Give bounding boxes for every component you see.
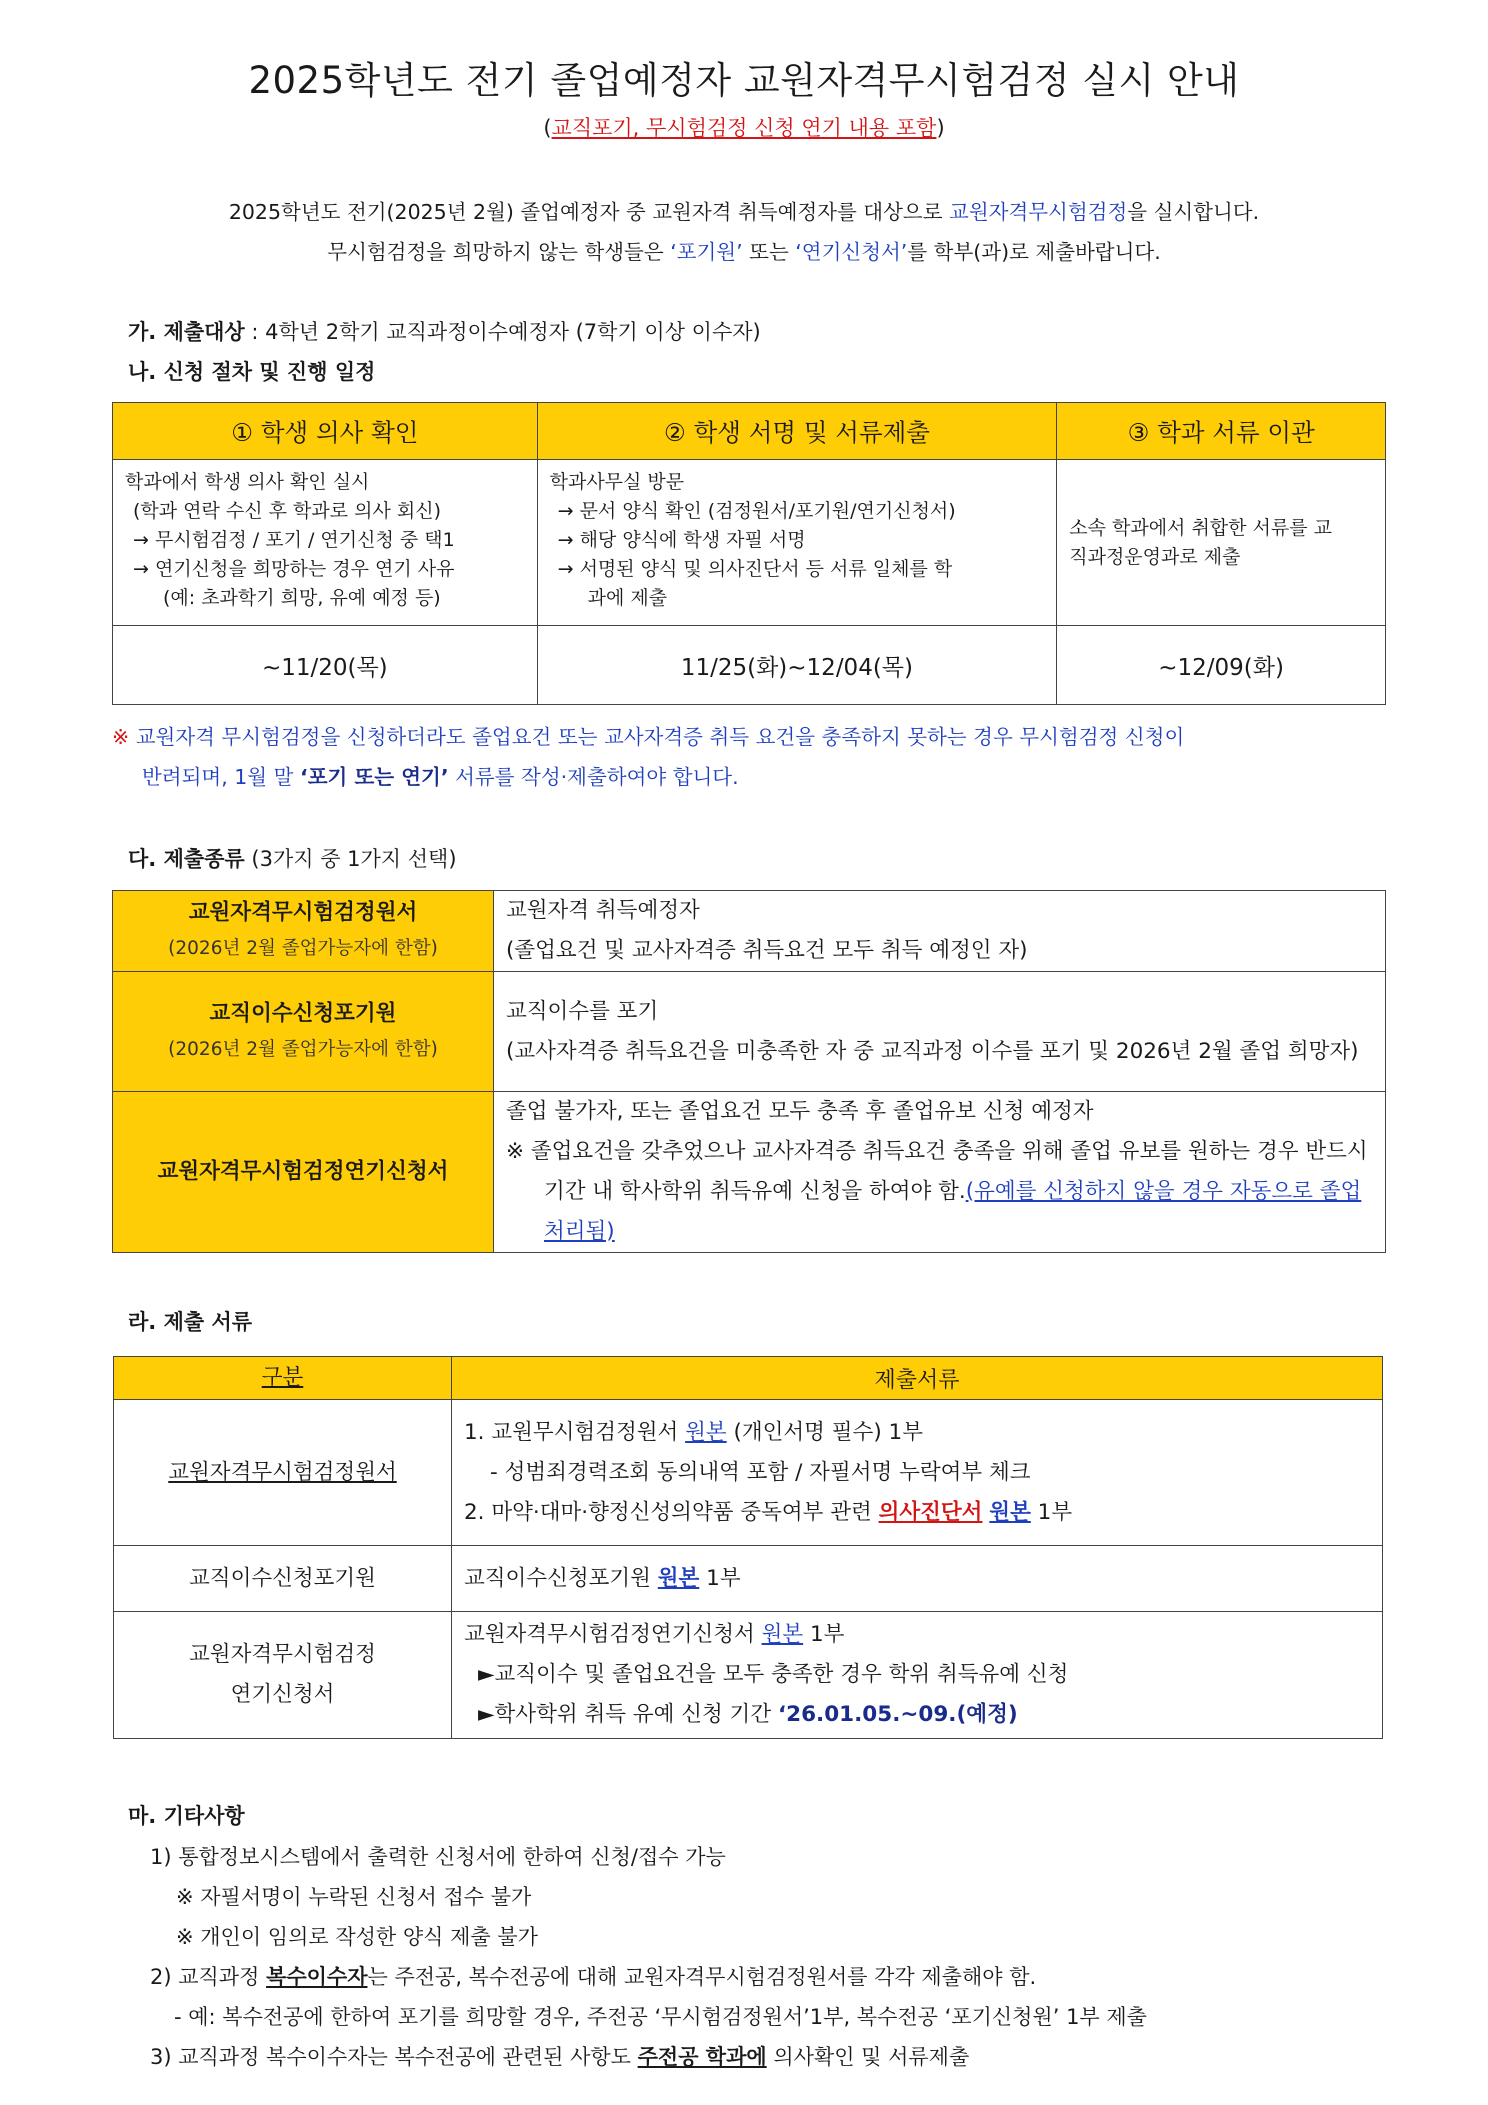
section-text: (3가지 중 1가지 선택) — [244, 847, 457, 871]
step-1-header: ① 학생 의사 확인 — [113, 403, 538, 460]
type-desc-line: (교사자격증 취득요건을 미충족한 자 중 교직과정 이수를 포기 및 2026년 2월 졸업 희망자) — [506, 1038, 1359, 1064]
intro-highlight: ‘연기신청서’ — [795, 240, 908, 264]
procedure-table — [112, 402, 1386, 705]
step-2-header: ② 학생 서명 및 서류제출 — [537, 403, 1057, 460]
etc-item-2-example: - 예: 복수전공에 한하여 포기를 희망할 경우, 주전공 ‘무시험검정원서’1부, 복수전공 ‘포기신청원’ 1부 제출 — [174, 2005, 1147, 2029]
type-name: 교원자격무시험검정연기신청서 — [157, 1159, 449, 1184]
type-2-name-cell — [113, 972, 494, 1092]
section-documents: 라. 제출 서류 — [128, 1310, 253, 1334]
docs-line — [464, 1413, 1370, 1453]
step-line: 소속 학과에서 취합한 서류를 교 — [1069, 516, 1332, 539]
section-text: : 4학년 2학기 교직과정이수예정자 (7학기 이상 이수자) — [244, 320, 761, 344]
docs-row-2-name-cell — [114, 1546, 452, 1612]
docs-line — [464, 1493, 1370, 1533]
warning-notice — [112, 717, 1392, 797]
type-name: 교원자격무시험검정원서 — [188, 900, 418, 925]
step-line: 과에 제출 — [587, 587, 668, 609]
intro-text: 무시험검정을 희망하지 않는 학생들은 — [327, 240, 671, 264]
docs-row-name: 교원자격무시험검정 — [189, 1642, 376, 1667]
step-2-body — [537, 460, 1057, 626]
step-line: 학과사무실 방문 — [549, 471, 685, 493]
docs-text: (개인서명 필수) 1부 — [726, 1419, 923, 1445]
docs-line: ►교직이수 및 졸업요건을 모두 충족한 경우 학위 취득유예 신청 — [478, 1662, 1069, 1687]
type-name: 교직이수신청포기원 — [209, 1000, 397, 1026]
section-types — [128, 843, 457, 873]
step-line: (학과 연락 수신 후 학과로 의사 회신) — [133, 500, 442, 522]
page-subtitle — [0, 112, 1488, 142]
docs-highlight: 원본 — [989, 1499, 1031, 1525]
docs-row-1-docs — [452, 1400, 1383, 1546]
step-3-header: ③ 학과 서류 이관 — [1057, 403, 1386, 460]
docs-text: 1. 교원무시험검정원서 — [464, 1419, 686, 1445]
step-1-date: ~11/20(목) — [113, 626, 538, 705]
step-2-date: 11/25(화)~12/04(목) — [537, 626, 1057, 705]
docs-row-2-docs — [452, 1546, 1383, 1612]
etc-item-1-note-1: ※ 자필서명이 누락된 신청서 접수 불가 — [176, 1885, 532, 1909]
docs-text: ►학사학위 취득 유예 신청 기간 — [478, 1702, 778, 1727]
type-notice-text: ※ 졸업요건을 갖추었으나 교사자격증 취득요건 충족을 위해 졸업 유보를 원하는 경우 반드시 기간 내 학사학위 취득유예 신청을 하여야 함. — [506, 1139, 1368, 1204]
docs-row-1-name-cell — [114, 1400, 452, 1546]
type-1-name-cell — [113, 891, 494, 972]
subtitle-paren-close: ) — [936, 116, 945, 140]
type-notice-highlight: (유예를 신청하지 않을 경우 자동으로 졸업 처리됨) — [544, 1179, 1362, 1244]
step-line: → 무시험검정 / 포기 / 연기신청 중 택1 — [133, 529, 455, 551]
section-procedure: 나. 신청 절차 및 진행 일정 — [128, 360, 376, 384]
etc-item-1-note-2: ※ 개인이 임의로 작성한 양식 제출 불가 — [176, 1925, 538, 1949]
type-note: (2026년 2월 졸업가능자에 한함) — [168, 938, 438, 959]
docs-row-3-name-cell — [114, 1612, 452, 1739]
intro-text: 2025학년도 전기(2025년 2월) 졸업예정자 중 교원자격 취득예정자를 대상으로 — [228, 200, 950, 224]
docs-highlight-red: 의사진단서 — [878, 1499, 983, 1525]
warning-mark: ※ — [112, 725, 130, 749]
docs-header-category: 구분 — [114, 1357, 452, 1400]
type-desc-line: 교원자격 취득예정자 — [506, 898, 700, 923]
warning-line-1 — [112, 717, 1392, 757]
etc-item-2 — [150, 1961, 1036, 1991]
etc-underline: 복수이수자 — [266, 1965, 368, 1989]
etc-underline: 주전공 학과에 — [637, 2045, 767, 2069]
docs-row-name: 연기신청서 — [230, 1682, 335, 1707]
submission-types-table — [112, 890, 1386, 1253]
step-line: → 연기신청을 희망하는 경우 연기 사유 — [133, 558, 455, 580]
intro-highlight: 교원자격무시험검정 — [949, 200, 1128, 224]
docs-line — [464, 1695, 1370, 1735]
intro-highlight: ‘포기원’ — [670, 240, 743, 264]
step-line: 직과정운영과로 제출 — [1069, 545, 1241, 568]
step-3-date: ~12/09(화) — [1057, 626, 1386, 705]
docs-row-3-docs — [452, 1612, 1383, 1739]
docs-text: 1부 — [1030, 1499, 1073, 1525]
type-3-notice — [506, 1132, 1373, 1252]
etc-text: 2) 교직과정 — [150, 1965, 267, 1989]
docs-line: - 성범죄경력조회 동의내역 포함 / 자필서명 누락여부 체크 — [490, 1459, 1031, 1485]
type-1-desc — [494, 891, 1386, 972]
etc-text: 3) 교직과정 복수이수자는 복수전공에 관련된 사항도 — [150, 2045, 638, 2069]
etc-item-1: 1) 통합정보시스템에서 출력한 신청서에 한하여 신청/접수 가능 — [150, 1845, 726, 1869]
docs-text: 교원자격무시험검정연기신청서 — [464, 1622, 762, 1647]
intro-line-1 — [0, 195, 1488, 225]
docs-highlight: 원본 — [657, 1565, 700, 1591]
docs-line — [464, 1559, 1370, 1599]
type-3-desc — [494, 1092, 1386, 1253]
docs-text: 1부 — [803, 1622, 845, 1647]
section-label: 가. 제출대상 — [128, 320, 245, 344]
docs-header-documents: 제출서류 — [452, 1357, 1383, 1400]
warning-text: 서류를 작성·제출하여야 합니다. — [448, 765, 739, 789]
docs-highlight: 원본 — [761, 1622, 804, 1647]
documents-table — [113, 1356, 1383, 1739]
warning-highlight: ‘포기 또는 연기’ — [299, 765, 449, 789]
etc-text: 의사확인 및 서류제출 — [766, 2045, 970, 2069]
subtitle-highlight: 교직포기, 무시험검정 신청 연기 내용 포함 — [551, 116, 937, 140]
intro-text: 또는 — [742, 240, 796, 264]
step-line: → 문서 양식 확인 (검정원서/포기원/연기신청서) — [557, 500, 956, 522]
docs-text: 2. 마약·대마·향정신성의약품 중독여부 관련 — [464, 1499, 879, 1525]
page-title: 2025학년도 전기 졸업예정자 교원자격무시험검정 실시 안내 — [248, 59, 1240, 102]
step-1-body — [113, 460, 538, 626]
warning-text: 반려되며, 1월 말 — [142, 765, 300, 789]
warning-line-2 — [112, 757, 1392, 797]
type-note: (2026년 2월 졸업가능자에 한함) — [168, 1038, 438, 1060]
step-line: → 해당 양식에 학생 자필 서명 — [557, 529, 806, 551]
docs-row-name: 교직이수신청포기원 — [189, 1565, 376, 1591]
type-desc-line: (졸업요건 및 교사자격증 취득요건 모두 취득 예정인 자) — [506, 938, 1028, 963]
type-desc-line: 교직이수를 포기 — [506, 998, 659, 1024]
type-2-desc — [494, 972, 1386, 1092]
section-etc: 마. 기타사항 — [128, 1804, 245, 1828]
docs-highlight: ‘26.01.05.~09.(예정) — [777, 1702, 1018, 1727]
type-desc-line: 졸업 불가자, 또는 졸업요건 모두 충족 후 졸업유보 신청 예정자 — [506, 1099, 1094, 1124]
step-line: (예: 초과학기 희망, 유예 예정 등) — [163, 587, 441, 609]
step-line: 학과에서 학생 의사 확인 실시 — [125, 471, 370, 493]
warning-text: 교원자격 무시험검정을 신청하더라도 졸업요건 또는 교사자격증 취득 요건을 충족하지 못하는 경우 무시험검정 신청이 — [129, 725, 1185, 749]
subtitle-paren-open: ( — [543, 116, 552, 140]
intro-text: 를 학부(과)로 제출바랍니다. — [907, 240, 1161, 264]
intro-line-2 — [0, 235, 1488, 265]
docs-text: 교직이수신청포기원 — [464, 1565, 658, 1591]
step-3-body — [1057, 460, 1386, 626]
section-target — [128, 316, 761, 346]
step-line: → 서명된 양식 및 의사진단서 등 서류 일체를 학 — [557, 558, 953, 580]
docs-row-name: 교원자격무시험검정원서 — [168, 1459, 397, 1485]
docs-highlight: 원본 — [685, 1419, 727, 1445]
intro-text: 을 실시합니다. — [1127, 200, 1260, 224]
etc-item-3 — [150, 2041, 969, 2071]
section-label: 다. 제출종류 — [128, 847, 245, 871]
type-3-name-cell — [113, 1092, 494, 1253]
docs-line — [464, 1615, 1370, 1655]
etc-text: 는 주전공, 복수전공에 대해 교원자격무시험검정원서를 각각 제출해야 함. — [367, 1965, 1037, 1989]
docs-text: 1부 — [699, 1565, 741, 1591]
